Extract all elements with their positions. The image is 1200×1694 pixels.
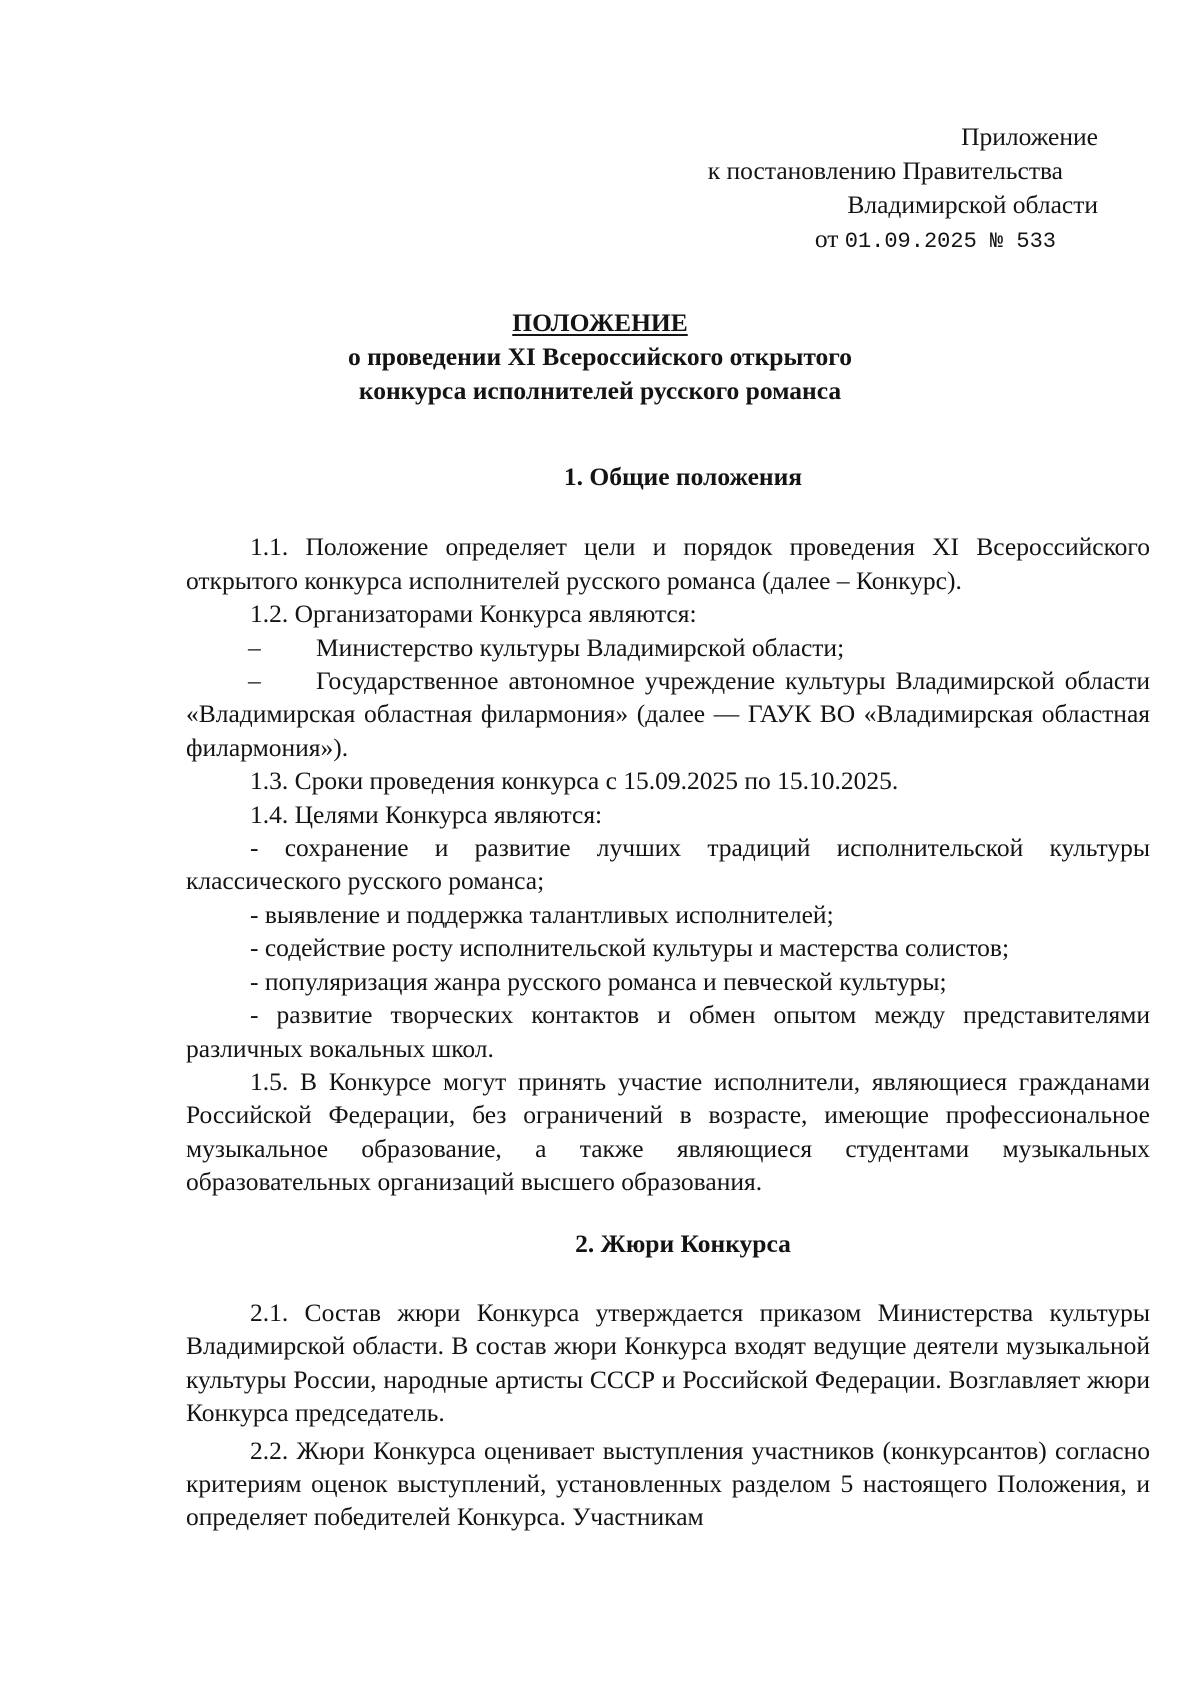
attachment-header	[708, 120, 1098, 259]
section-1-heading: 1. Общие положения	[563, 462, 803, 491]
document-title	[0, 306, 1200, 408]
organizer-item-2	[186, 664, 1150, 764]
attachment-date-line	[708, 222, 1056, 259]
document-body	[186, 460, 1150, 1534]
attachment-number: № 533	[976, 229, 1056, 254]
goal-item-2: - выявление и поддержка талантливых исполнителей;	[250, 899, 834, 929]
document-title-line-1: ПОЛОЖЕНИЕ	[512, 308, 688, 337]
attachment-line-2: к постановлению Правительства	[707, 156, 1063, 185]
goal-item-4: - популяризация жанра русского романса и певческой культуры;	[250, 966, 947, 996]
paragraph-2-1: 2.1. Состав жюри Конкурса утверждается приказом Министерства культуры Владимирской области. В состав жюри Конкурса входят ведущие деятели музыкальной культуры России, народные артисты СССР и Российской Федерации. Возглавляет жюри Конкурса председатель.	[186, 1297, 1150, 1428]
paragraph-2-2: 2.2. Жюри Конкурса оценивает выступления участников (конкурсантов) согласно критериям оценок выступлений, установленных разделом 5 настоящего Положения, и определяет победителей Конкурса. Участникам	[186, 1435, 1150, 1532]
goal-item-3: - содействие росту исполнительской культуры и мастерства солистов;	[250, 933, 1010, 963]
paragraph-1-4: 1.4. Целями Конкурса являются:	[250, 799, 603, 829]
attachment-line-1: Приложение	[961, 122, 1098, 151]
goal-item-5: - развитие творческих контактов и обмен опытом между представителями различных вокальных школ.	[186, 1000, 1150, 1063]
document-title-line-3: конкурса исполнителей русского романса	[358, 376, 842, 405]
paragraph-1-2: 1.2. Организаторами Конкурса являются:	[250, 599, 697, 629]
organizer-item-1-text: Министерство культуры Владимирской области;	[316, 632, 845, 662]
section-2-heading: 2. Жюри Конкурса	[575, 1228, 791, 1258]
document-title-line-2: о проведении XI Всероссийского открытого	[347, 342, 852, 371]
attachment-date: 01.09.2025	[844, 229, 977, 254]
attachment-line-3: Владимирской области	[847, 190, 1098, 219]
paragraph-1-1: 1.1. Положение определяет цели и порядок проведения XI Всероссийского открытого конкурса исполнителей русского романса (далее – Конкурс).	[186, 532, 1150, 595]
organizer-item-2-text: Государственное автономное учреждение культуры Владимирской области «Владимирская областная филармония» (далее — ГАУК ВО «Владимирская областная филармония»).	[186, 666, 1150, 762]
dash-marker: –	[248, 666, 261, 696]
paragraph-1-3: 1.3. Сроки проведения конкурса с 15.09.2025 по 15.10.2025.	[250, 766, 899, 796]
dash-marker: –	[248, 632, 261, 662]
organizer-item-1	[186, 631, 1150, 664]
attachment-date-prefix: от	[814, 224, 845, 253]
goal-item-1: - сохранение и развитие лучших традиций исполнительской культуры классического русского романса;	[186, 833, 1150, 896]
paragraph-1-5: 1.5. В Конкурсе могут принять участие исполнители, являющиеся гражданами Российской Федерации, без ограничений в возрасте, имеющие профессиональное музыкальное образование, а также являющиеся студентами музыкальных образовательных организаций высшего образования.	[186, 1066, 1150, 1197]
